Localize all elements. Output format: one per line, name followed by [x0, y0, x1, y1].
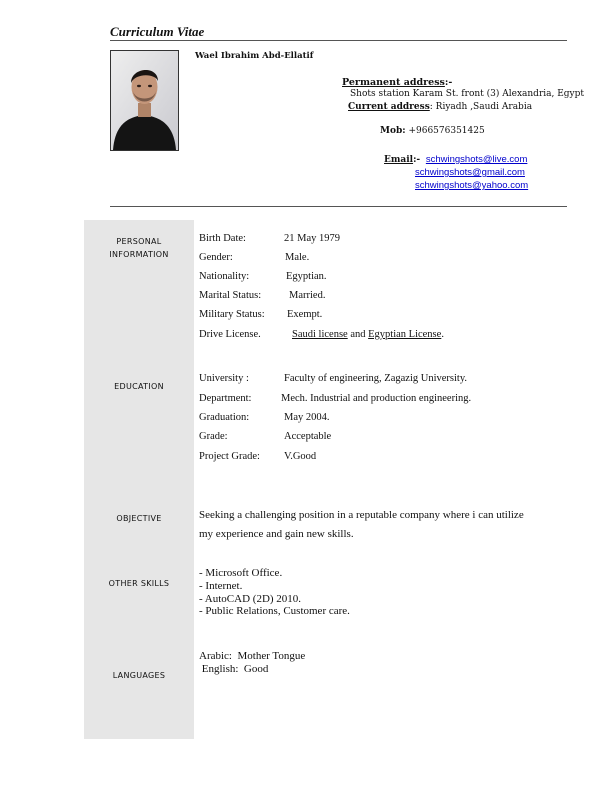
skill-item: - Internet.: [199, 579, 243, 592]
section-label-objective: OBJECTIVE: [116, 514, 162, 523]
military-status-label: Military Status:: [199, 309, 265, 320]
email-link-gmail[interactable]: schwingshots@gmail.com: [415, 167, 525, 178]
section-label-skills: OTHER SKILLS: [108, 579, 170, 588]
department-value: Mech. Industrial and production engineering.: [281, 393, 472, 404]
university-value: Faculty of engineering, Zagazig University.: [284, 373, 468, 384]
drive-license-end: .: [441, 329, 444, 340]
gender-label: Gender:: [199, 252, 233, 263]
project-grade-label: Project Grade:: [199, 451, 260, 462]
university-label: University :: [199, 373, 249, 384]
skill-item: - AutoCAD (2D) 2010.: [199, 592, 302, 605]
current-address-row: [348, 102, 532, 112]
drive-license-value: [292, 329, 444, 340]
marital-status-value: Married.: [289, 290, 326, 301]
email-label: Email: [384, 155, 414, 165]
section-label-personal: PERSONAL INFORMATION: [109, 237, 169, 259]
graduation-label: Graduation:: [199, 412, 250, 423]
drive-license-egyptian: Egyptian License: [368, 329, 442, 340]
document-title: Curriculum Vitae: [110, 24, 205, 39]
current-address-label: Current address: [348, 102, 430, 112]
project-grade-value: V.Good: [284, 451, 317, 462]
email-suffix: :-: [413, 155, 421, 165]
email-row: [384, 154, 527, 165]
graduation-value: May 2004.: [284, 412, 330, 423]
permanent-address-label: Permanent address: [342, 77, 445, 88]
current-address-value: : Riyadh ,Saudi Arabia: [429, 102, 533, 112]
drive-license-and: and: [347, 329, 369, 340]
mobile-value: +966576351425: [405, 126, 485, 136]
section-label-languages: LANGUAGES: [112, 671, 166, 680]
permanent-address-heading: [342, 77, 452, 88]
skill-item: - Microsoft Office.: [199, 567, 283, 579]
gender-value: Male.: [285, 252, 310, 263]
language-english: English: Good: [199, 662, 269, 675]
language-arabic: Arabic: Mother Tongue: [199, 650, 306, 662]
top-divider: [110, 40, 567, 41]
marital-status-label: Marital Status:: [199, 290, 262, 301]
birth-date-label: Birth Date:: [199, 233, 246, 244]
mobile-row: [380, 126, 485, 136]
email-link-yahoo[interactable]: schwingshots@yahoo.com: [415, 180, 529, 191]
languages-list: [199, 650, 305, 676]
military-status-value: Exempt.: [287, 309, 323, 320]
drive-license-saudi: Saudi license: [292, 329, 348, 340]
birth-date-value: 21 May 1979: [284, 233, 340, 244]
objective-text: [199, 506, 574, 544]
section-label-education: EDUCATION: [114, 382, 164, 391]
grade-label: Grade:: [199, 431, 228, 442]
profile-photo: [110, 50, 179, 151]
skills-list: [199, 567, 350, 618]
mobile-label: Mob:: [380, 126, 406, 136]
profile-photo-image: [111, 51, 178, 150]
objective-line-1: Seeking a challenging position in a reputable company where i can utilize: [199, 509, 524, 521]
nationality-value: Egyptian.: [286, 271, 327, 282]
email-link-live[interactable]: schwingshots@live.com: [425, 154, 528, 165]
skill-item: - Public Relations, Customer care.: [199, 605, 350, 618]
drive-license-label: Drive License.: [199, 329, 261, 340]
nationality-label: Nationality:: [199, 271, 250, 282]
objective-line-2: my experience and gain new skills.: [199, 528, 354, 540]
section-divider: [110, 206, 567, 207]
department-label: Department:: [199, 393, 252, 404]
permanent-address-suffix: :-: [444, 77, 453, 88]
permanent-address: Shots station Karam St. front (3) Alexandria, Egypt: [350, 89, 585, 99]
section-sidebar: [84, 220, 194, 739]
grade-value: Acceptable: [284, 431, 332, 442]
candidate-name: Wael Ibrahim Abd-Ellatif: [195, 51, 314, 61]
